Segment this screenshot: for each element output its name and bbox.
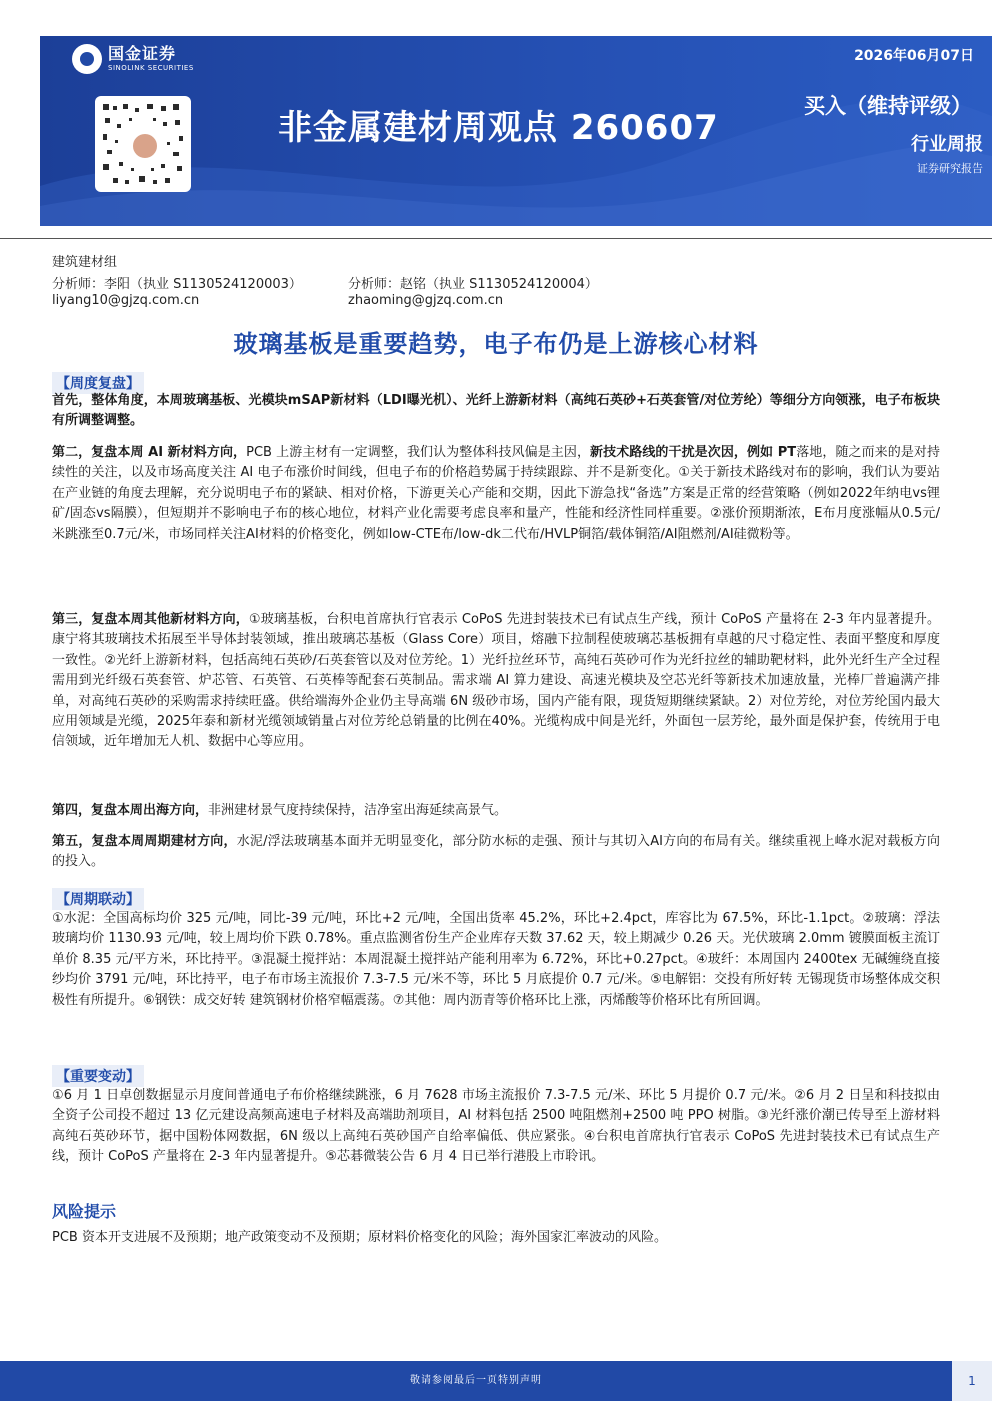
section-cycle-linkage: 【周期联动】 (52, 888, 144, 910)
risk-title: 风险提示 (52, 1202, 117, 1221)
paragraph-second-text: PCB 上游主材有一定调整，我们认为整体科技风偏是主因， (246, 445, 591, 460)
report-date: 2026年06月07日 (854, 48, 974, 64)
analyst-1-email[interactable]: liyang10@gjzq.com.cn (52, 293, 200, 308)
investment-rating: 买入（维持评级） (804, 94, 972, 118)
paragraph-first-text: 首先，整体角度，本周玻璃基板、光模块mSAP新材料（LDI曝光机）、光纤上游新材料（高纯石英砂+石英套管/对位芳纶）等细分方向领涨，电子布板块有所调整调整。 (52, 393, 940, 429)
section-weekly-review: 【周度复盘】 (52, 372, 144, 394)
paragraph-first (52, 391, 940, 432)
paragraph-events: ①6 月 1 日卓创数据显示月度间普通电子布价格继续跳涨，6 月 7628 市场主流报价 7.3-7.5 元/米、环比 5 月提价 0.7 元/米。②6 月 2 日呈和科技拟由全资子公司投不超过 13 亿元建设高频高速电子材料及高端助剂项目，AI 材料包括 2500 吨阻燃剂+2500 吨 PPO 树脂。③光纤涨价潮已传导至上游材料高纯石英砂环节，据中国粉体网数据，6N 级以上高纯石英砂国产自给率偏低、供应紧张。④台积电首席执行官表示 CoPoS 先进封装技术已有试点生产线，预计 CoPoS 产量将在 2-3 年内显著提升。⑤芯碁微装公告 6 月 4 日已举行港股上市聆讯。 (52, 1088, 940, 1165)
paragraph-fourth (52, 801, 940, 821)
paragraph-third-lead: 第三，复盘本周其他新材料方向， (52, 612, 249, 627)
risk-text: PCB 资本开支进展不及预期；地产政策变动不及预期；原材料价格变化的风险；海外国家汇率波动的风险。 (52, 1230, 667, 1245)
paragraph-cycle: ①水泥：全国高标均价 325 元/吨，同比-39 元/吨，环比+2 元/吨，全国出货率 45.2%，环比+2.4pct，库容比为 67.5%，环比-1.1pct。②玻璃：浮法玻璃均价 1130.93 元/吨，较上周均价下跌 0.78%。重点监测省份生产企业库存天数 37.62 天，较上期减少 0.26 天。光伏玻璃 2.0mm 镀膜面板主流订单价 8.35 元/平方米，环比持平。③混凝土搅拌站：本周混凝土搅拌站产能利用率为 6.72%，环比+0.27pct。④玻纤：本周国内 2400tex 无碱缠绕直接纱均价 3791 元/吨，环比持平，电子布市场主流报价 7.3-7.5 元/米不等，环比 5 月底提价 0.7 元/米。⑤电解铝：交投有所好转 无锡现货市场整体成交积极性有所提升。⑥钢铁：成交好转 建筑钢材价格窄幅震荡。⑦其他：周内沥青等价格环比上涨，丙烯酸等价格环比有所回调。 (52, 911, 940, 1008)
paragraph-second-rest: 落地，随之而来的是对持续性的关注，以及市场高度关注 AI 电子布涨价时间线，但电子布的价格趋势属于持续跟踪、并不是新变化。①关于新技术路线对布的影响，我们认为要站在产业链的角度去理解，充分说明电子布的紧缺、相对价格，下游更关心产能和交期，因此下游急找“备选”方案是正常的经营策略（例如2022年纳电vs锂矿/固态vs隔膜），但短期并不影响电子布的核心地位，材料产业化需要考虑良率和量产，性能和经济性同样重要。②涨价预期渐浓，E布月度涨幅从0.5元/米跳涨至0.7元/米，市场同样关注AI材料的价格变化，例如low-CTE布/low-dk二代布/HVLP铜箔/载体铜箔/AI阻燃剂/AI硅微粉等。 (52, 445, 940, 542)
company-logo (72, 44, 194, 74)
paragraph-second-lead: 第二，复盘本周 AI 新材料方向， (52, 445, 247, 460)
header-divider (0, 238, 992, 239)
qr-center-logo-icon (131, 132, 159, 160)
paragraph-fifth-lead: 第五，复盘本周周期建材方向， (52, 834, 237, 849)
paragraph-third-text: ①玻璃基板，台积电首席执行官表示 CoPoS 先进封装技术已有试点生产线，预计 CoPoS 产量将在 2-3 年内显著提升。康宁将其玻璃技术拓展至半导体封装领域，推出玻璃芯基板（Glass Core）项目，熔融下拉制程使玻璃芯基板拥有卓越的尺寸稳定性、表面平整度和厚度一致性。②光纤上游新材料，包括高纯石英砂/石英套管以及对位芳纶。1）光纤拉丝环节，高纯石英砂可作为光纤拉丝的辅助靶材料，此外光纤生产全过程需用到光纤级石英套管、炉芯管、石英管、石英棒等配套石英制品。需求端 AI 算力建设、高速光模块及空芯光纤等新技术加速放量，光棒厂普遍满产排单，对高纯石英砂的采购需求持续旺盛。供给端海外企业仍主导高端 6N 级砂市场，国内产能有限，现货短期继续紧缺。2）对位芳纶，对位芳纶国内最大应用领域是光缆，2025年泰和新材光缆领域销量占对位芳纶总销量的比例在40%。光缆构成中间是光纤，外面包一层芳纶，最外面是保护套，传统用于电信领域，近年增加无人机、数据中心等应用。 (52, 612, 940, 750)
paragraph-fifth (52, 832, 940, 873)
headline: 玻璃基板是重要趋势，电子布仍是上游核心材料 (233, 330, 759, 358)
analyst-2: 分析师：赵铭（执业 S1130524120004） (348, 277, 598, 292)
logo-mark-icon (72, 44, 102, 74)
paragraph-third (52, 610, 940, 753)
analyst-2-email[interactable]: zhaoming@gjzq.com.cn (348, 293, 504, 308)
logo-text-en: SINOLINK SECURITIES (108, 64, 194, 72)
paragraph-fourth-lead: 第四，复盘本周出海方向， (52, 803, 209, 818)
section-important-changes: 【重要变动】 (52, 1065, 144, 1087)
analyst-1: 分析师：李阳（执业 S1130524120003） (52, 277, 302, 292)
paragraph-fourth-text: 非洲建材景气度持续保持，洁净室出海延续高景气。 (208, 803, 508, 818)
report-category: 证券研究报告 (917, 162, 983, 175)
paragraph-second-bold2: 新技术路线的干扰是次因，例如 PT (590, 445, 797, 460)
footer-disclaimer[interactable]: 敬请参阅最后一页特别声明 (0, 1361, 952, 1401)
report-title: 非金属建材周观点 260607 (278, 108, 719, 148)
page-number: 1 (952, 1361, 992, 1401)
research-group: 建筑建材组 (52, 255, 118, 270)
qr-code-icon (95, 96, 191, 192)
logo-text-cn: 国金证券 (108, 44, 177, 63)
report-type: 行业周报 (911, 134, 983, 155)
paragraph-fifth-text: 水泥/浮法玻璃基本面并无明显变化，部分防水标的走强、预计与其切入AI方向的布局有关。继续重视上峰水泥对载板方向的投入。 (52, 834, 940, 870)
paragraph-second (52, 443, 940, 545)
